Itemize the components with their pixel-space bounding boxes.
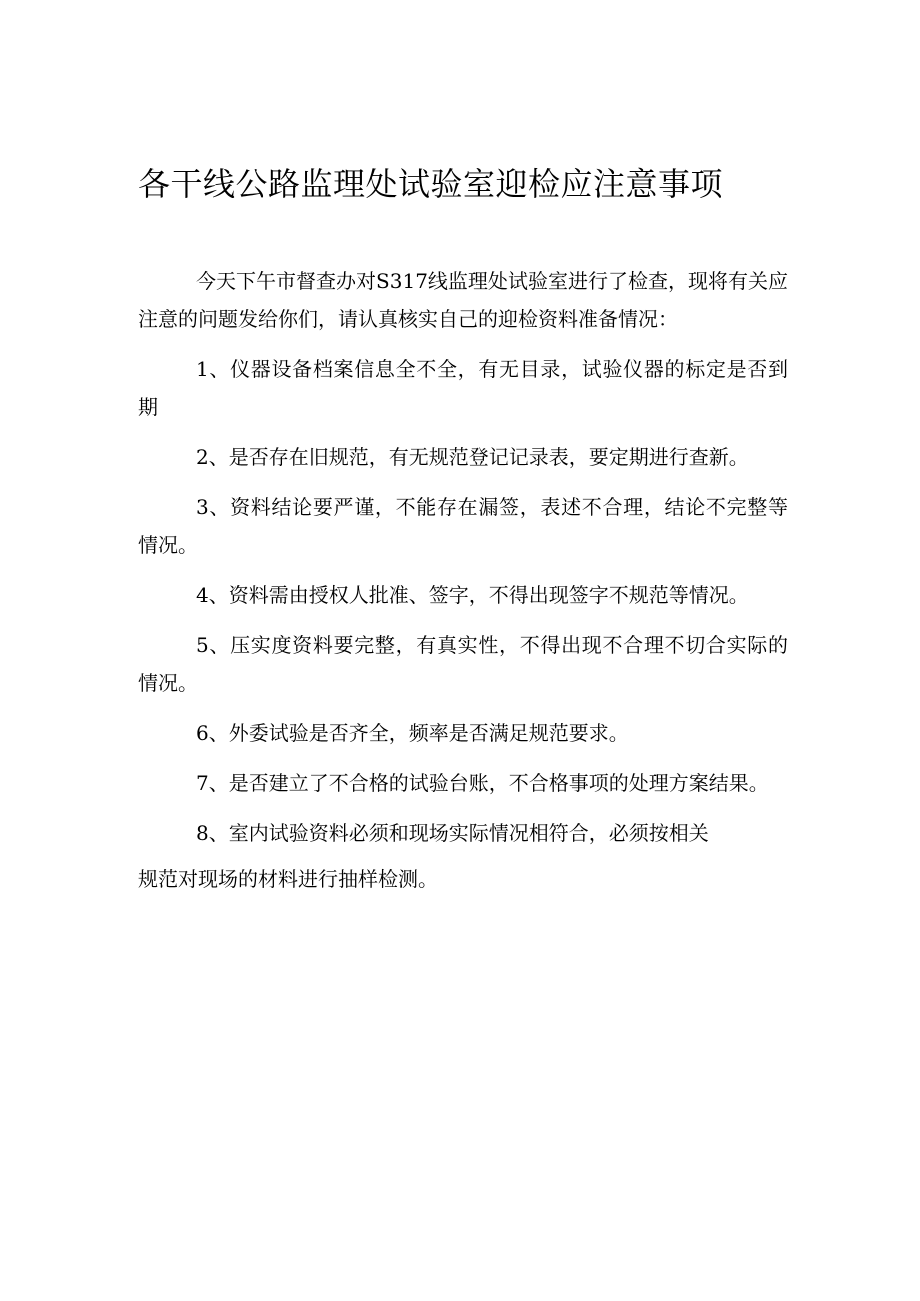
list-item: 2、是否存在旧规范，有无规范登记记录表，要定期进行查新。 xyxy=(196,445,749,469)
list-item: 6、外委试验是否齐全，频率是否满足规范要求。 xyxy=(196,721,629,745)
document-body xyxy=(138,262,788,910)
intro-paragraph: 今天下午市督查办对S317线监理处试验室进行了检查，现将有关应注意的问题发给你们，请认真核实自己的迎检资料准备情况： xyxy=(138,269,788,331)
list-item: 1、仪器设备档案信息全不全，有无目录，试验仪器的标定是否到期 xyxy=(138,357,788,419)
list-item-8-line-1: 8、室内试验资料必须和现场实际情况相符合，必须按相关 xyxy=(196,821,709,845)
list-item: 7、是否建立了不合格的试验台账，不合格事项的处理方案结果。 xyxy=(196,771,769,795)
list-item: 3、资料结论要严谨，不能存在漏签，表述不合理，结论不完整等情况。 xyxy=(138,495,788,557)
list-item-8 xyxy=(138,814,788,898)
list-item-8-line-2: 规范对现场的材料进行抽样检测。 xyxy=(138,867,438,891)
list-item: 4、资料需由授权人批准、签字，不得出现签字不规范等情况。 xyxy=(196,583,749,607)
document-title: 各干线公路监理处试验室迎检应注意事项 xyxy=(138,165,724,203)
list-item: 5、压实度资料要完整，有真实性，不得出现不合理不切合实际的情况。 xyxy=(138,633,788,695)
